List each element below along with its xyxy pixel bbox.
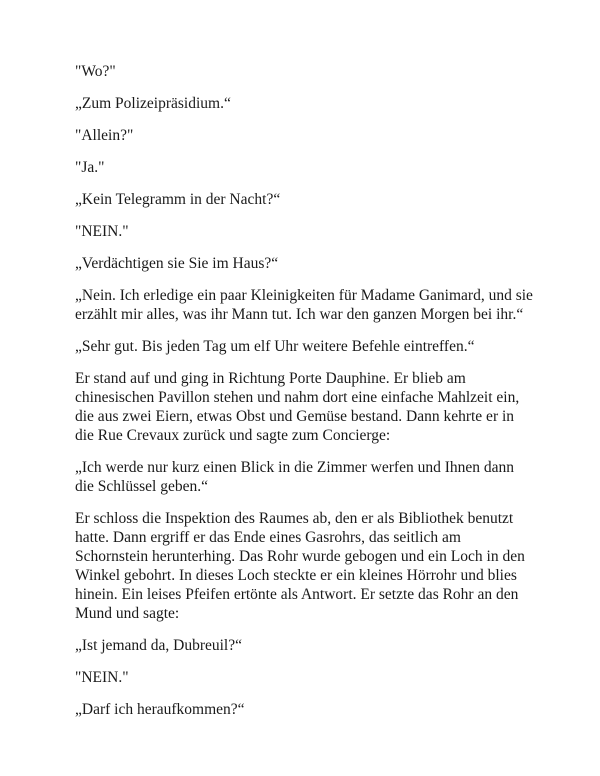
paragraph: "NEIN." bbox=[75, 669, 129, 686]
paragraph: "NEIN." bbox=[75, 223, 129, 240]
paragraph: „Nein. Ich erledige ein paar Kleinigkeiten für Madame Ganimard, und sie erzählt mir alles, was ihr Mann tut. Ich war den ganzen Morgen bei ihr.“ bbox=[75, 287, 533, 323]
paragraph: „Zum Polizeipräsidium.“ bbox=[75, 95, 231, 112]
paragraph: Er stand auf und ging in Richtung Porte Dauphine. Er blieb am chinesischen Pavillon stehen und nahm dort eine einfache Mahlzeit ein, die aus zwei Eiern, etwas Obst und Gemüse bestand. Dann kehrte er in die Rue Crevaux zurück und sagte zum Concierge: bbox=[75, 370, 520, 444]
paragraph: „Ist jemand da, Dubreuil?“ bbox=[75, 637, 242, 654]
body-text bbox=[75, 62, 535, 732]
paragraph: „Sehr gut. Bis jeden Tag um elf Uhr weitere Befehle eintreffen.“ bbox=[75, 338, 475, 355]
paragraph: Er schloss die Inspektion des Raumes ab, den er als Bibliothek benutzt hatte. Dann ergriff er das Ende eines Gasrohrs, das seitlich am Schornstein herunterhing. Das Rohr wurde gebogen und ein Loch in den Winkel gebohrt. In dieses Loch steckte er ein kleines Hörrohr und blies hinein. Ein leises Pfeifen ertönte als Antwort. Er setzte das Rohr an den Mund und sagte: bbox=[75, 510, 525, 622]
paragraph: „Darf ich heraufkommen?“ bbox=[75, 701, 245, 718]
paragraph: "Ja." bbox=[75, 159, 105, 176]
paragraph: "Wo?" bbox=[75, 63, 116, 80]
paragraph: "Allein?" bbox=[75, 127, 134, 144]
paragraph: „Verdächtigen sie Sie im Haus?“ bbox=[75, 255, 279, 272]
paragraph: „Ich werde nur kurz einen Blick in die Zimmer werfen und Ihnen dann die Schlüssel geben.“ bbox=[75, 459, 515, 495]
paragraph: „Kein Telegramm in der Nacht?“ bbox=[75, 191, 281, 208]
